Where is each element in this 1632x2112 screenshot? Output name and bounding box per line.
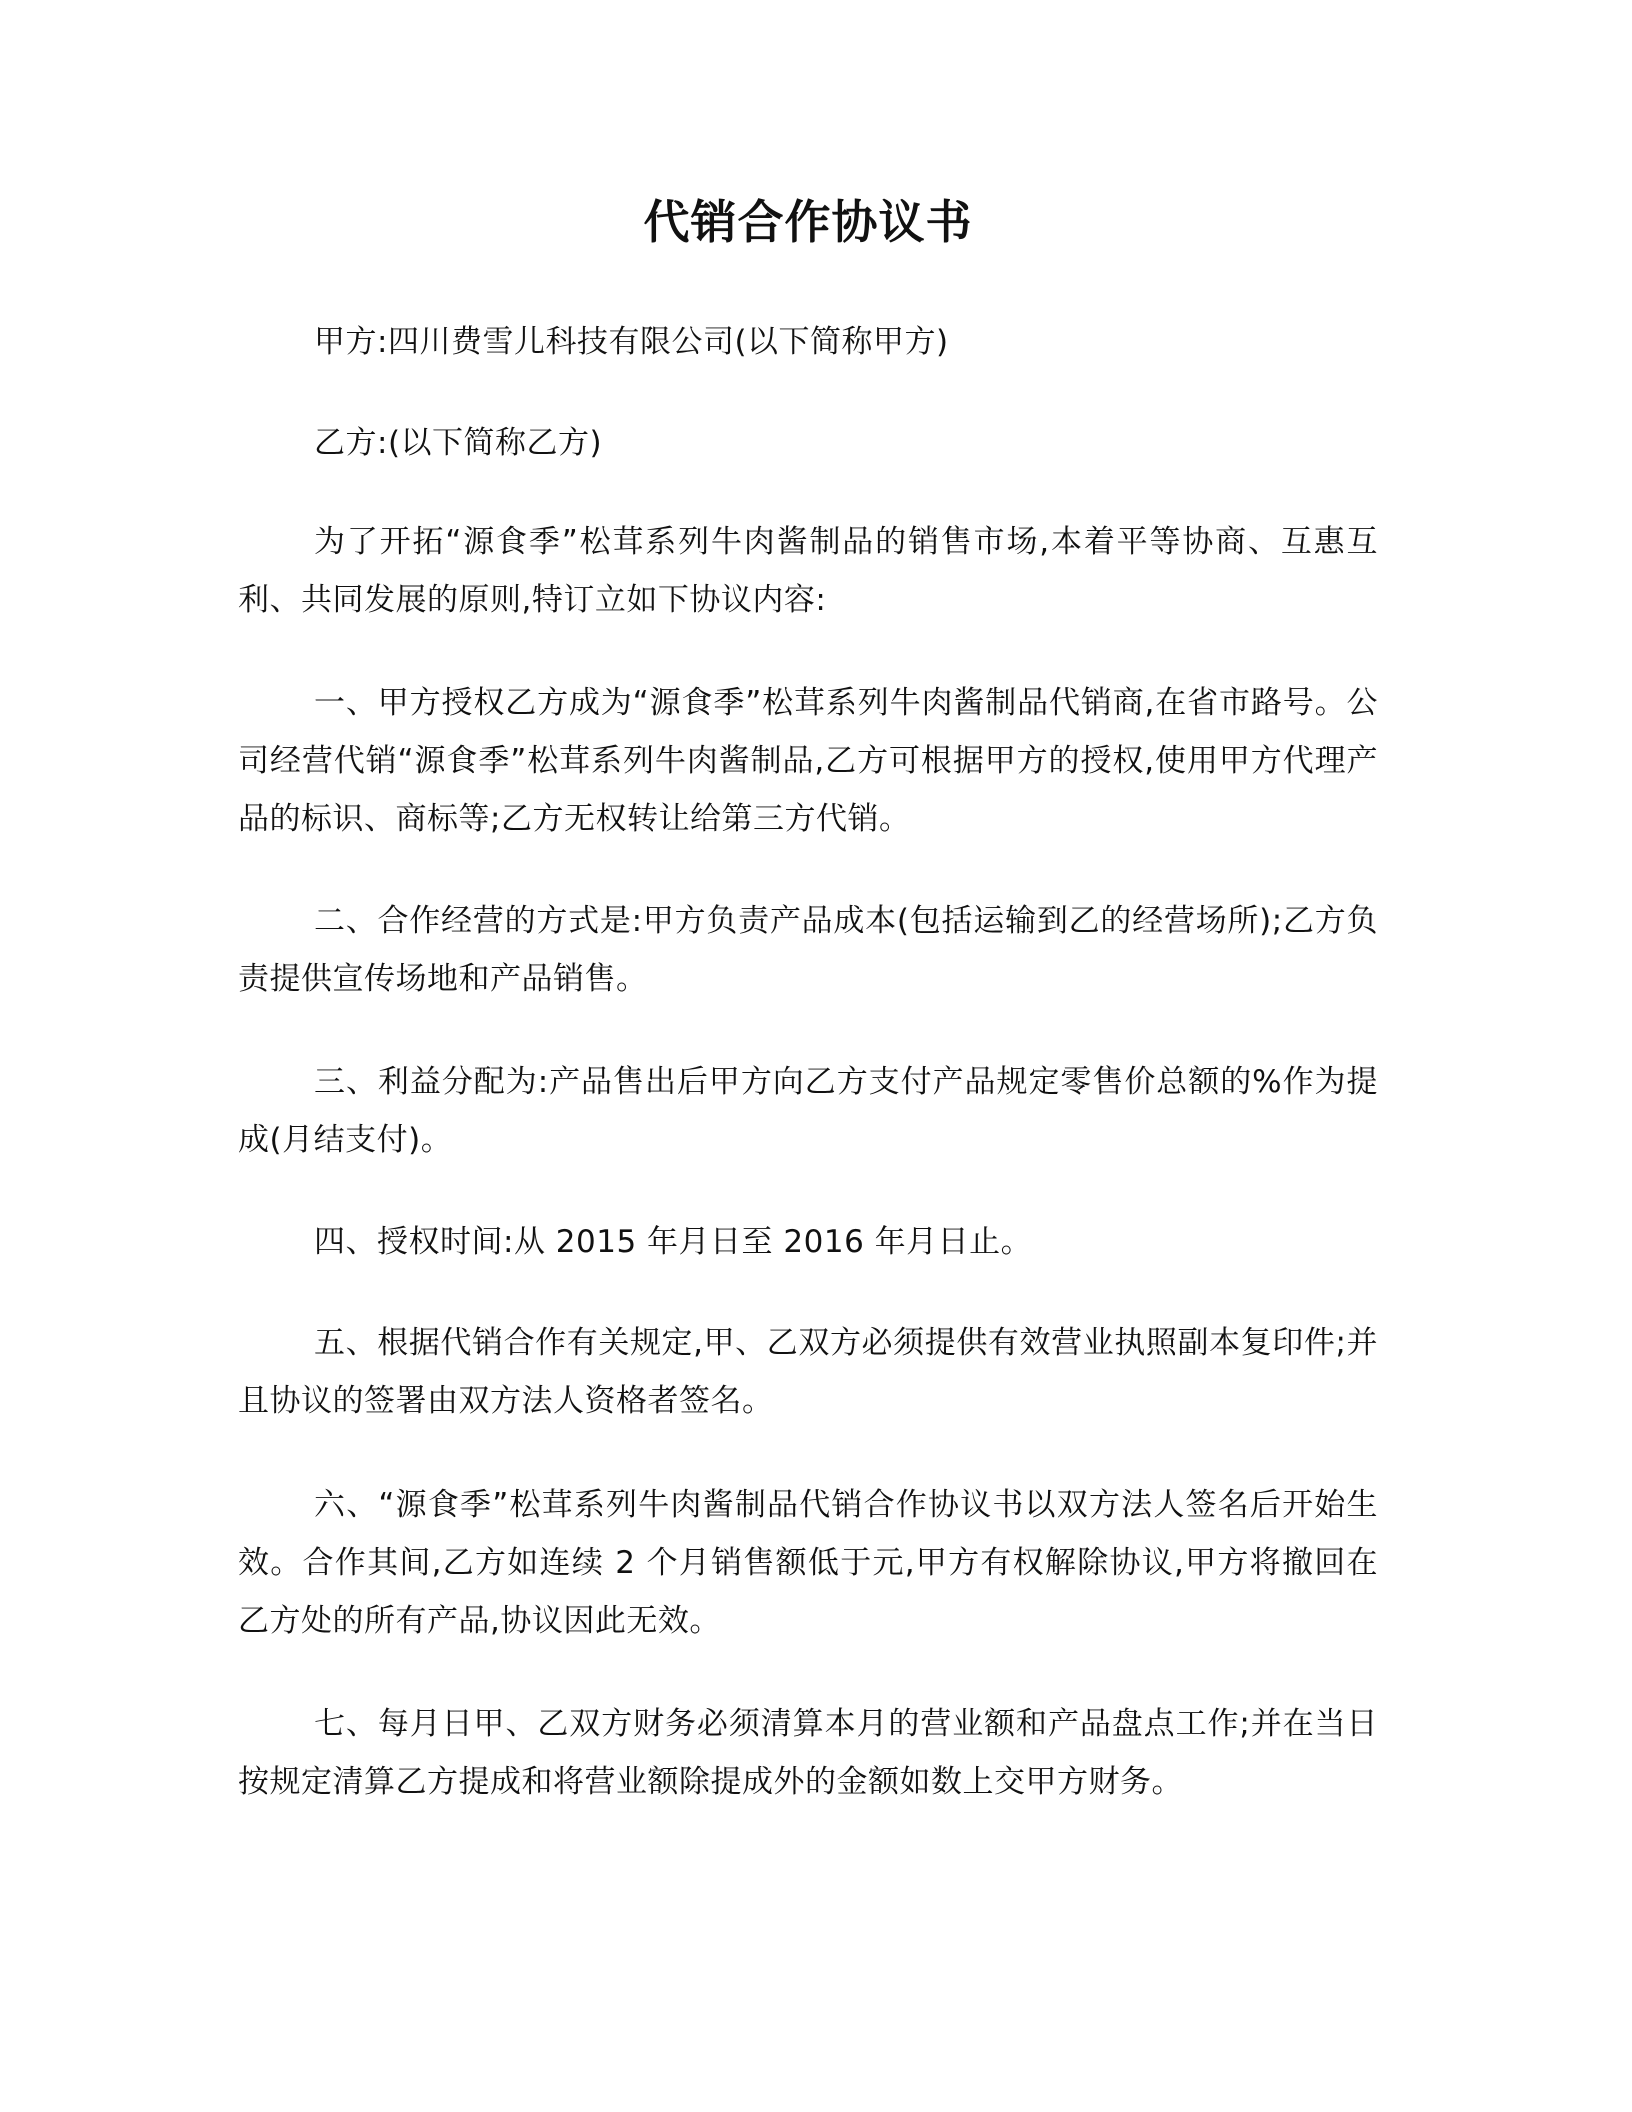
party-b-line: 乙方:(以下简称乙方) — [314, 425, 603, 461]
clause-5: 五、根据代销合作有关规定,甲、乙双方必须提供有效营业执照副本复印件;并且协议的签署由双方法人资格者签名。 — [238, 1325, 1378, 1419]
document-page — [238, 0, 1378, 2112]
clause-7: 七、每月日甲、乙双方财务必须清算本月的营业额和产品盘点工作;并在当日按规定清算乙方提成和将营业额除提成外的金额如数上交甲方财务。 — [238, 1706, 1378, 1800]
clause-1: 一、甲方授权乙方成为“源食季”松茸系列牛肉酱制品代销商,在省市路号。公司经营代销“源食季”松茸系列牛肉酱制品,乙方可根据甲方的授权,使用甲方代理产品的标识、商标等;乙方无权转让给第三方代销。 — [238, 685, 1378, 837]
clause-3: 三、利益分配为:产品售出后甲方向乙方支付产品规定零售价总额的%作为提成(月结支付)。 — [238, 1064, 1378, 1158]
intro-paragraph: 为了开拓“源食季”松茸系列牛肉酱制品的销售市场,本着平等协商、互惠互利、共同发展的原则,特订立如下协议内容: — [238, 524, 1378, 618]
document-title: 代销合作协议书 — [643, 195, 973, 249]
party-a-line: 甲方:四川费雪儿科技有限公司(以下简称甲方) — [314, 324, 949, 360]
clause-6: 六、“源食季”松茸系列牛肉酱制品代销合作协议书以双方法人签名后开始生效。合作其间,乙方如连续 2 个月销售额低于元,甲方有权解除协议,甲方将撤回在乙方处的所有产品,协议因此无效。 — [238, 1487, 1378, 1639]
clause-2: 二、合作经营的方式是:甲方负责产品成本(包括运输到乙的经营场所);乙方负责提供宣传场地和产品销售。 — [238, 903, 1378, 997]
clause-4: 四、授权时间:从 2015 年月日至 2016 年月日止。 — [314, 1224, 1033, 1260]
